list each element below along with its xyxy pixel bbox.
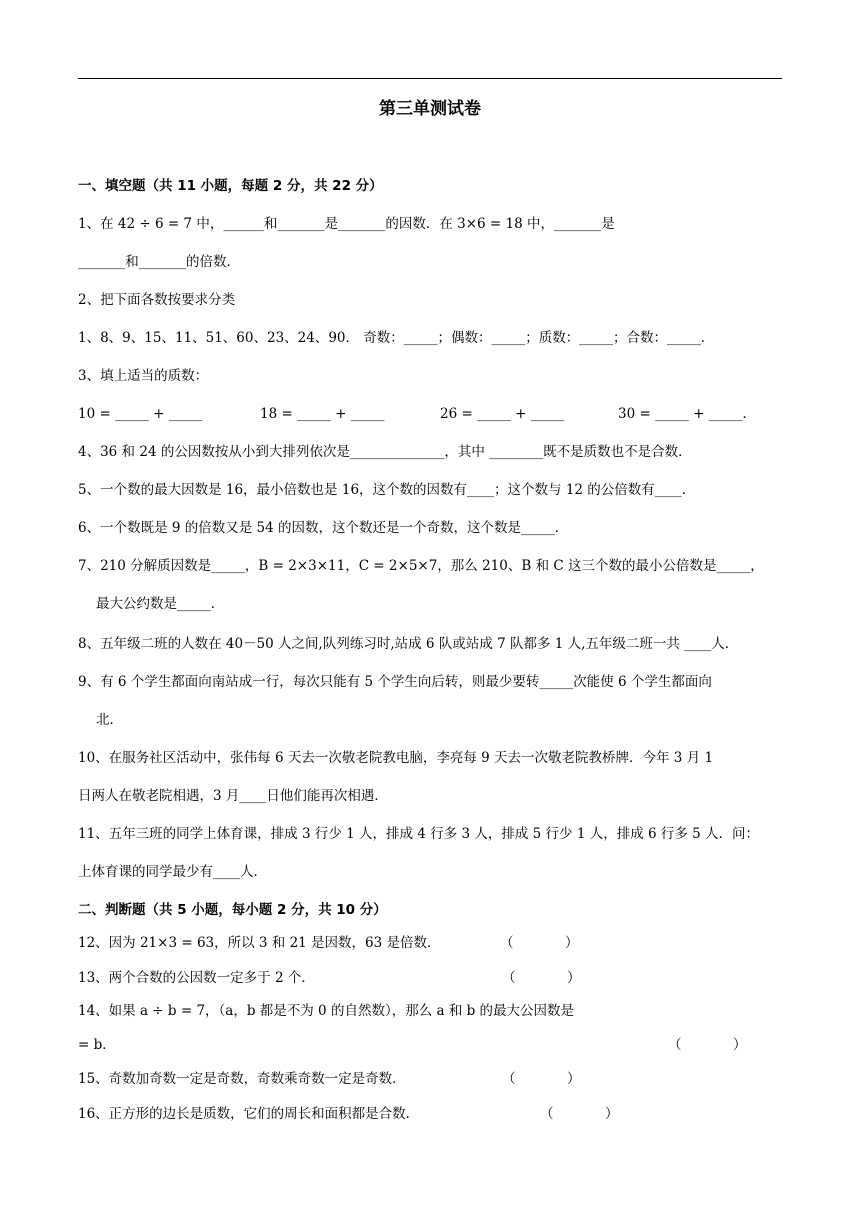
prime-sum-18: 18 = _____ + _____ [260, 406, 385, 422]
question-10-line-2: 日两人在敬老院相遇，3 月____日他们能再次相遇． [78, 788, 388, 804]
question-10-line-1: 10、在服务社区活动中，张伟每 6 天去一次敬老院教电脑，李亮每 9 天去一次敬老院教桥牌．今年 3 月 1 [78, 750, 714, 766]
section-heading-fill-blank: 一、填空题（共 11 小题，每题 2 分，共 22 分） [78, 178, 383, 194]
question-14-line-2: = b． [78, 1037, 116, 1053]
question-11-line-2: 上体育课的同学最少有____人． [78, 864, 267, 880]
answer-paren-12[interactable]: （ ） [500, 935, 579, 951]
answer-paren-15[interactable]: （ ） [502, 1071, 581, 1087]
question-1-line-2: _______和_______的倍数． [78, 254, 240, 270]
question-14-line-1: 14、如果 a ÷ b = 7，（a，b 都是不为 0 的自然数），那么 a 和 b 的最大公因数是 [78, 1003, 575, 1019]
question-12: 12、因为 21×3 = 63，所以 3 和 21 是因数，63 是倍数． [78, 935, 441, 951]
prime-sum-26: 26 = _____ + _____ [440, 406, 565, 422]
question-9-line-1: 9、有 6 个学生都面向南站成一行，每次只能有 5 个学生向后转，则最少要转_____次能使 6 个学生都面向 [78, 674, 712, 690]
question-7-line-2: 最大公约数是_____． [96, 596, 225, 612]
question-6: 6、一个数既是 9 的倍数又是 54 的因数，这个数还是一个奇数，这个数是_____． [78, 520, 569, 536]
question-2-line-2: 1、8、9、15、11、51、60、23、24、90． 奇数：_____；偶数：_____；质数：_____；合数：_____． [78, 330, 715, 346]
question-4: 4、36 和 24 的公因数按从小到大排列依次是______________，其中 ________既不是质数也不是合数． [78, 444, 692, 460]
question-3-line-1: 3、填上适当的质数： [78, 368, 209, 384]
question-16: 16、正方形的边长是质数，它们的周长和面积都是合数． [78, 1106, 420, 1122]
section-heading-true-false: 二、判断题（共 5 小题，每小题 2 分，共 10 分） [78, 902, 387, 918]
answer-paren-14[interactable]: （ ） [668, 1037, 747, 1053]
question-9-line-2: 北． [96, 712, 123, 728]
question-5: 5、一个数的最大因数是 16，最小倍数也是 16，这个数的因数有____；这个数与 12 的公倍数有____． [78, 482, 696, 498]
question-7-line-1: 7、210 分解质因数是_____，B = 2×3×11，C = 2×5×7，那么 210、B 和 C 这三个数的最小公倍数是_____， [78, 558, 764, 574]
question-11-line-1: 11、五年三班的同学上体育课，排成 3 行少 1 人，排成 4 行多 3 人，排成 5 行少 1 人，排成 6 行多 5 人．问： [78, 826, 760, 842]
question-15: 15、奇数加奇数一定是奇数，奇数乘奇数一定是奇数． [78, 1071, 406, 1087]
question-2-line-1: 2、把下面各数按要求分类 [78, 292, 236, 308]
prime-sum-30: 30 = _____ + _____． [618, 406, 756, 422]
header-rule [78, 78, 782, 79]
question-13: 13、两个合数的公因数一定多于 2 个． [78, 970, 315, 986]
page-title: 第三单测试卷 [379, 99, 481, 119]
prime-sum-10: 10 = _____ + _____ [78, 406, 203, 422]
answer-paren-13[interactable]: （ ） [502, 970, 581, 986]
question-1-line-1: 1、在 42 ÷ 6 = 7 中，______和_______是_______的因数．在 3×6 = 18 中，_______是 [78, 216, 615, 232]
question-8: 8、五年级二班的人数在 40－50 人之间,队列练习时,站成 6 队或站成 7 队都多 1 人,五年级二班一共 ____人． [78, 636, 739, 652]
answer-paren-16[interactable]: （ ） [540, 1106, 619, 1122]
